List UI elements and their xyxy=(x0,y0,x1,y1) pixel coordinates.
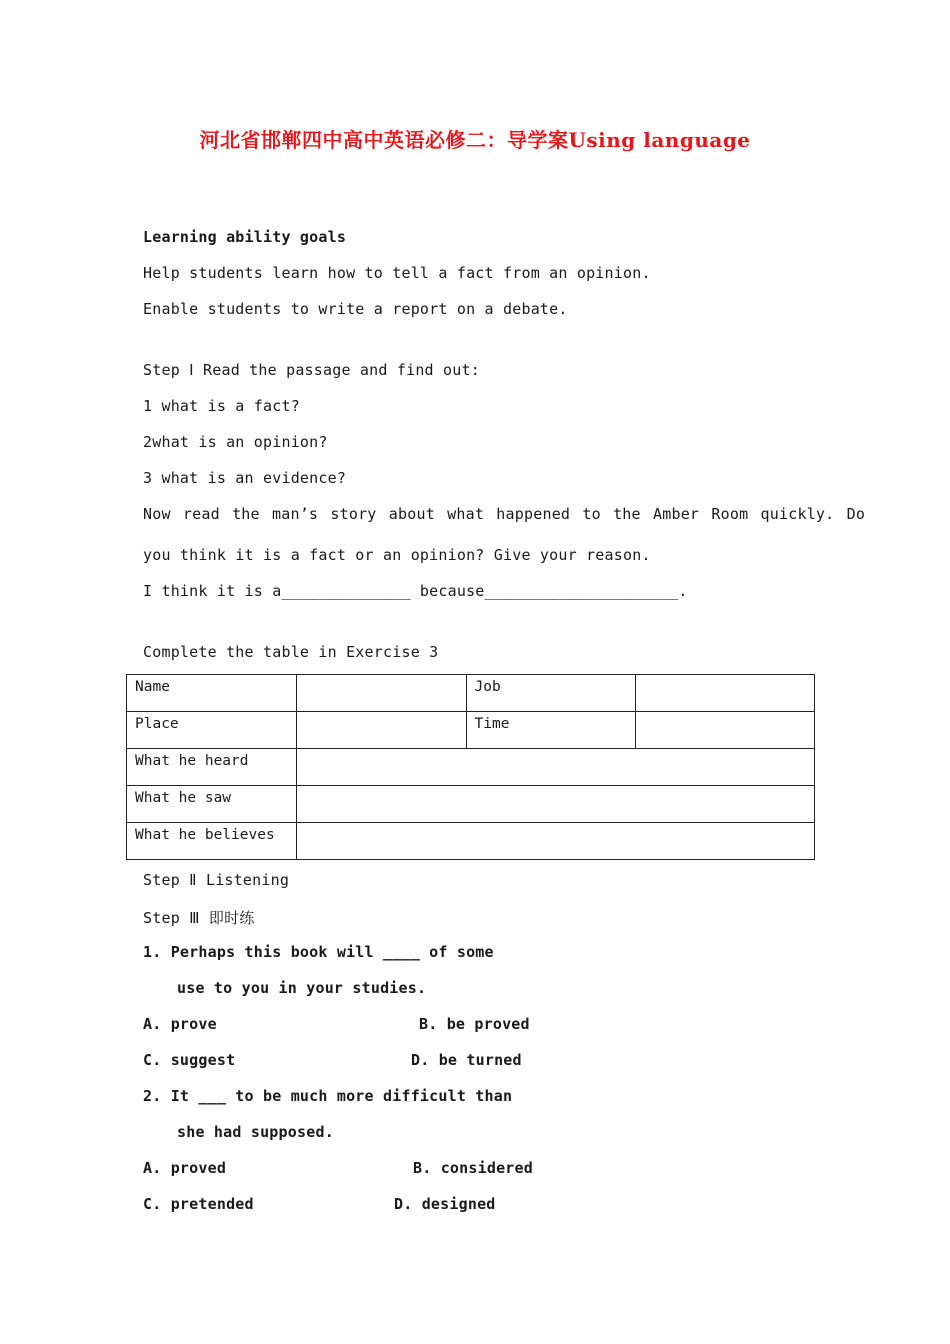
option-c[interactable]: C. suggest xyxy=(143,1051,236,1069)
option-d[interactable]: D. be turned xyxy=(411,1051,522,1069)
step1-question: 2what is an opinion? xyxy=(143,433,328,451)
goal-item: Enable students to write a report on a debate. xyxy=(143,300,568,318)
question-2-stem: 2. It ___ to be much more difficult than xyxy=(143,1087,513,1105)
option-b[interactable]: B. be proved xyxy=(419,1015,530,1033)
table-answer-cell[interactable] xyxy=(296,712,466,749)
exercise-table xyxy=(126,674,815,860)
exercise-heading: Complete the table in Exercise 3 xyxy=(143,643,439,661)
option-a[interactable]: A. prove xyxy=(143,1015,217,1033)
table-row xyxy=(127,712,815,749)
table-row xyxy=(127,823,815,860)
step1-heading: Step Ⅰ Read the passage and find out: xyxy=(143,361,480,379)
table-label-cell: Time xyxy=(466,712,636,749)
question-2-stem-cont: she had supposed. xyxy=(177,1123,334,1141)
question-1-stem-cont: use to you in your studies. xyxy=(177,979,427,997)
option-c[interactable]: C. pretended xyxy=(143,1195,254,1213)
step1-instruction: Now read the man’s story about what happened to the Amber Room quickly. Do xyxy=(143,505,866,523)
option-a[interactable]: A. proved xyxy=(143,1159,227,1177)
step3-heading: Step Ⅲ 即时练 xyxy=(143,909,255,927)
table-label-cell: What he believes xyxy=(127,823,297,860)
option-b[interactable]: B. considered xyxy=(413,1159,533,1177)
step2-heading: Step Ⅱ Listening xyxy=(143,871,290,889)
table-answer-cell[interactable] xyxy=(296,823,814,860)
option-d[interactable]: D. designed xyxy=(394,1195,496,1213)
table-row xyxy=(127,749,815,786)
table-label-cell: Name xyxy=(127,675,297,712)
step1-instruction-cont: you think it is a fact or an opinion? Give your reason. xyxy=(143,546,651,564)
table-label-cell: What he heard xyxy=(127,749,297,786)
goal-item: Help students learn how to tell a fact from an opinion. xyxy=(143,264,651,282)
step1-question: 3 what is an evidence? xyxy=(143,469,347,487)
goals-heading: Learning ability goals xyxy=(143,228,347,246)
table-label-cell: Job xyxy=(466,675,636,712)
table-row xyxy=(127,675,815,712)
page-title: 河北省邯郸四中高中英语必修二：导学案Using language xyxy=(199,128,751,152)
table-label-cell: Place xyxy=(127,712,297,749)
question-1-stem: 1. Perhaps this book will ____ of some xyxy=(143,943,494,961)
step1-answer-line: I think it is a______________ because_____________________. xyxy=(143,582,688,600)
table-answer-cell[interactable] xyxy=(296,675,466,712)
table-answer-cell[interactable] xyxy=(296,749,814,786)
table-answer-cell[interactable] xyxy=(636,712,815,749)
table-answer-cell[interactable] xyxy=(636,675,815,712)
table-label-cell: What he saw xyxy=(127,786,297,823)
step1-question: 1 what is a fact? xyxy=(143,397,300,415)
table-row xyxy=(127,786,815,823)
table-answer-cell[interactable] xyxy=(296,786,814,823)
